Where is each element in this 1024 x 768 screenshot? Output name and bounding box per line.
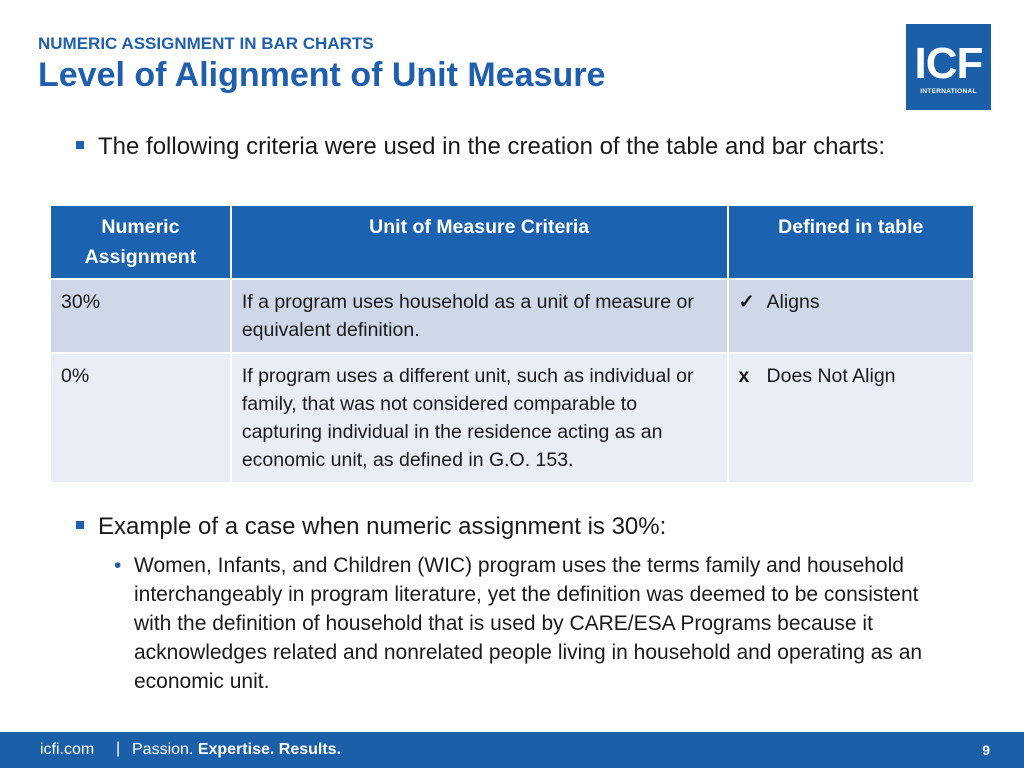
cell-criteria: If program uses a different unit, such as individual or family, that was not considered comparable to capturing individual in the residence acting as an economic unit, as defined in G.O. 153. bbox=[231, 353, 728, 483]
example-sub-text: Women, Infants, and Children (WIC) program uses the terms family and household interchangeably in program literature, yet the definition was deemed to be consistent with the definition of household that is used by CARE/ESA Programs because it acknowledges related and nonrelated people living in household and operating as an economic unit. bbox=[134, 554, 923, 693]
cell-assignment: 30% bbox=[50, 279, 231, 353]
example-sub-bullet bbox=[114, 551, 944, 696]
dot-bullet-icon: • bbox=[114, 554, 122, 577]
logo-sub-text: INTERNATIONAL bbox=[920, 88, 977, 95]
page-number: 9 bbox=[982, 742, 990, 758]
tagline-passion: Passion. bbox=[132, 741, 194, 758]
tagline-results: Results. bbox=[278, 741, 342, 758]
table-header-row bbox=[50, 205, 974, 279]
criteria-table bbox=[49, 204, 975, 484]
footer-bar bbox=[0, 732, 1024, 768]
check-icon: ✓ bbox=[738, 291, 755, 313]
table-row bbox=[50, 279, 974, 353]
intro-bullet-text: The following criteria were used in the creation of the table and bar charts: bbox=[98, 133, 886, 160]
tagline-expertise: Expertise. bbox=[197, 741, 275, 758]
cell-criteria: If a program uses household as a unit of measure or equivalent definition. bbox=[231, 279, 728, 353]
example-bullet bbox=[76, 511, 956, 542]
cell-defined bbox=[728, 353, 974, 483]
footer-tagline bbox=[132, 741, 341, 759]
logo-main-text: ICF bbox=[914, 39, 983, 88]
defined-label: Aligns bbox=[766, 291, 820, 313]
square-bullet-icon bbox=[76, 141, 84, 149]
intro-bullet bbox=[76, 131, 956, 162]
cell-assignment: 0% bbox=[50, 353, 231, 483]
slide-subtitle: NUMERIC ASSIGNMENT IN BAR CHARTS bbox=[38, 34, 374, 53]
square-bullet-icon bbox=[76, 521, 84, 529]
header-numeric-assignment: Numeric Assignment bbox=[50, 205, 231, 279]
slide-title: Level of Alignment of Unit Measure bbox=[38, 56, 606, 94]
example-bullet-text: Example of a case when numeric assignment is 30%: bbox=[98, 513, 667, 540]
footer-separator: | bbox=[116, 740, 121, 757]
header-defined-in-table: Defined in table bbox=[728, 205, 974, 279]
icf-logo bbox=[906, 24, 991, 110]
x-mark-icon: x bbox=[738, 365, 750, 387]
table-row bbox=[50, 353, 974, 483]
defined-label: Does Not Align bbox=[766, 365, 896, 387]
footer-domain: icfi.com bbox=[40, 741, 95, 758]
cell-defined bbox=[728, 279, 974, 353]
header-unit-criteria: Unit of Measure Criteria bbox=[231, 205, 728, 279]
